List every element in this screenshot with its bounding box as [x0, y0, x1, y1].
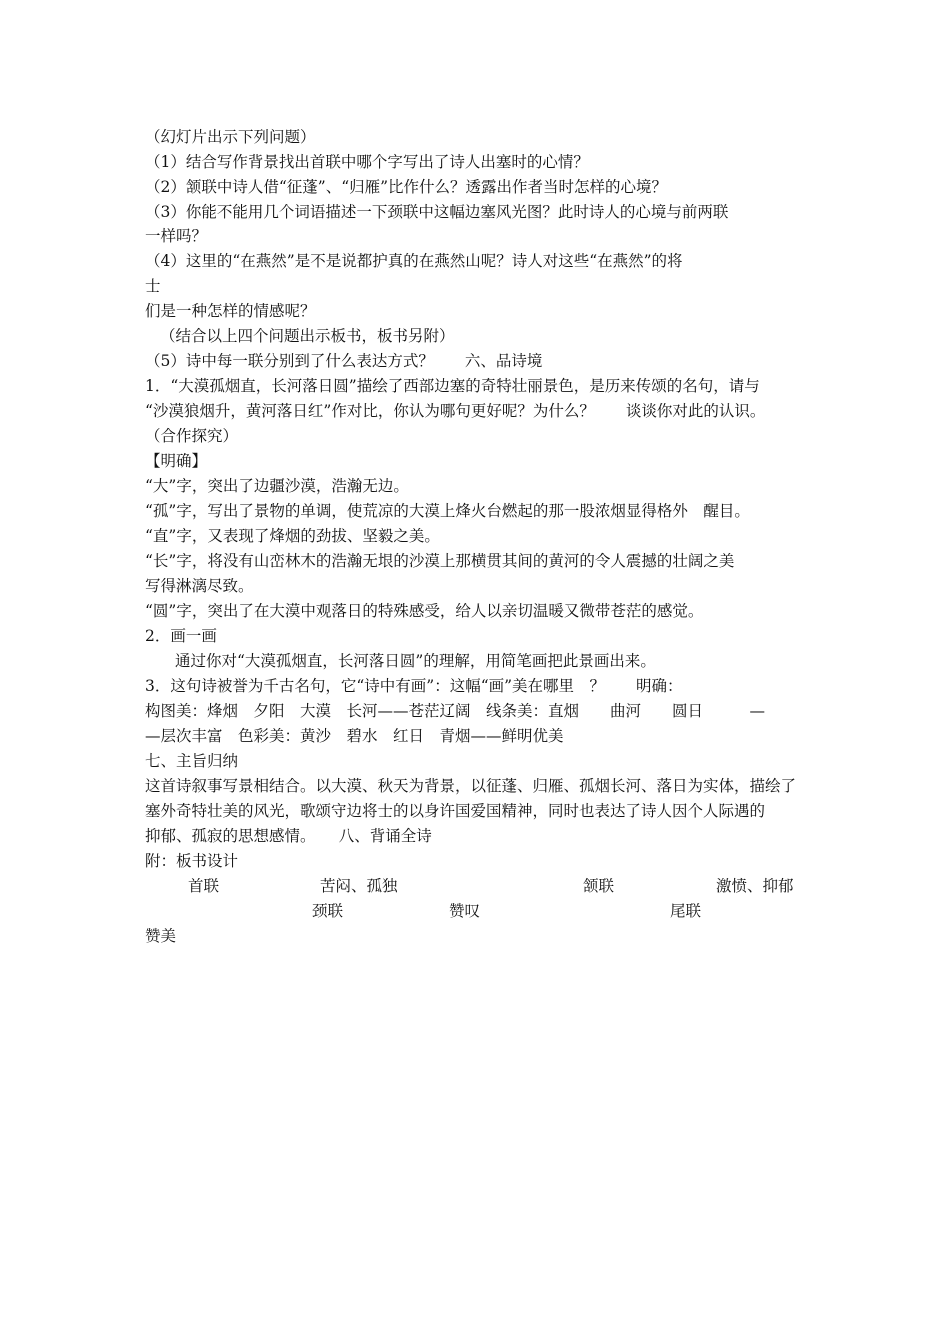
text-line: —层次丰富 色彩美：黄沙 碧水 红日 青烟——鲜明优美 — [145, 727, 564, 745]
board-weilian: 尾联 — [670, 902, 702, 920]
text-line: “直”字，又表现了烽烟的劲拔、坚毅之美。 — [145, 527, 440, 545]
text-line: 附：板书设计 — [145, 852, 239, 870]
text-line: （2）颔联中诗人借“征蓬”、“归雁”比作什么？透露出作者当时怎样的心境？ — [145, 178, 668, 196]
text-line: （合作探究） — [145, 427, 239, 445]
text-line: 1．“大漠孤烟直，长河落日圆”描绘了西部边塞的奇特壮丽景色，是历来传颂的名句，请与 — [145, 377, 760, 395]
text-line: 一样吗？ — [145, 227, 208, 245]
text-line: 这首诗叙事写景相结合。以大漠、秋天为背景，以征蓬、归雁、孤烟长河、落日为实体，描绘了 — [145, 777, 797, 795]
text-line: （1）结合写作背景找出首联中哪个字写出了诗人出塞时的心情？ — [145, 153, 589, 171]
text-line: “长”字，将没有山峦林木的浩瀚无垠的沙漠上那横贯其间的黄河的令人震撼的壮阔之美 — [145, 552, 735, 570]
text-line: 构图美：烽烟 夕阳 大漠 长河——苍茫辽阔 线条美：直烟 曲河 圆日 — — [145, 702, 766, 720]
text-line: 们是一种怎样的情感呢？ — [145, 302, 316, 320]
text-line: 2．画一画 — [145, 627, 217, 645]
board-zanmei: 赞美 — [145, 927, 177, 945]
text-line: 塞外奇特壮美的风光，歌颂守边将士的以身许国爱国精神，同时也表达了诗人因个人际遇的 — [145, 802, 766, 820]
text-line: “大”字，突出了边疆沙漠，浩瀚无边。 — [145, 477, 409, 495]
text-line: 士 — [145, 277, 161, 295]
text-line: （3）你能不能用几个词语描述一下颈联中这幅边塞风光图？此时诗人的心境与前两联 — [145, 203, 729, 221]
text-line: “沙漠狼烟升，黄河落日红”作对比，你认为哪句更好呢？为什么？ 谈谈你对此的认识。 — [145, 402, 766, 420]
text-line: 通过你对“大漠孤烟直，长河落日圆”的理解，用简笔画把此景画出来。 — [175, 652, 656, 670]
text-line: 抑郁、孤寂的思想感情。 八、背诵全诗 — [145, 827, 432, 845]
board-shoulian: 首联 — [188, 877, 220, 895]
text-line: 写得淋漓尽致。 — [145, 577, 254, 595]
board-hanlian: 颔联 — [583, 877, 615, 895]
board-jinglian: 颈联 — [312, 902, 344, 920]
board-zantan: 赞叹 — [449, 902, 481, 920]
text-line: 【明确】 — [145, 452, 208, 470]
board-jifen: 激愤、抑郁 — [716, 877, 794, 895]
text-line: “圆”字，突出了在大漠中观落日的特殊感受，给人以亲切温暖又微带苍茫的感觉。 — [145, 602, 704, 620]
text-line: 3．这句诗被誉为千古名句，它“诗中有画”：这幅“画”美在哪里 ？ 明确： — [145, 677, 683, 695]
text-line: （5）诗中每一联分别到了什么表达方式？ 六、品诗境 — [145, 352, 543, 370]
text-line: “孤”字，写出了景物的单调，使荒凉的大漠上烽火台燃起的那一股浓烟显得格外 醒目。 — [145, 502, 750, 520]
text-line: （4）这里的“在燕然”是不是说都护真的在燕然山呢？诗人对这些“在燕然”的将 — [145, 252, 683, 270]
board-kumen: 苦闷、孤独 — [320, 877, 398, 895]
text-line: 七、主旨归纳 — [145, 752, 239, 770]
text-line: （结合以上四个问题出示板书，板书另附） — [160, 327, 455, 345]
text-line: （幻灯片出示下列问题） — [145, 128, 316, 146]
